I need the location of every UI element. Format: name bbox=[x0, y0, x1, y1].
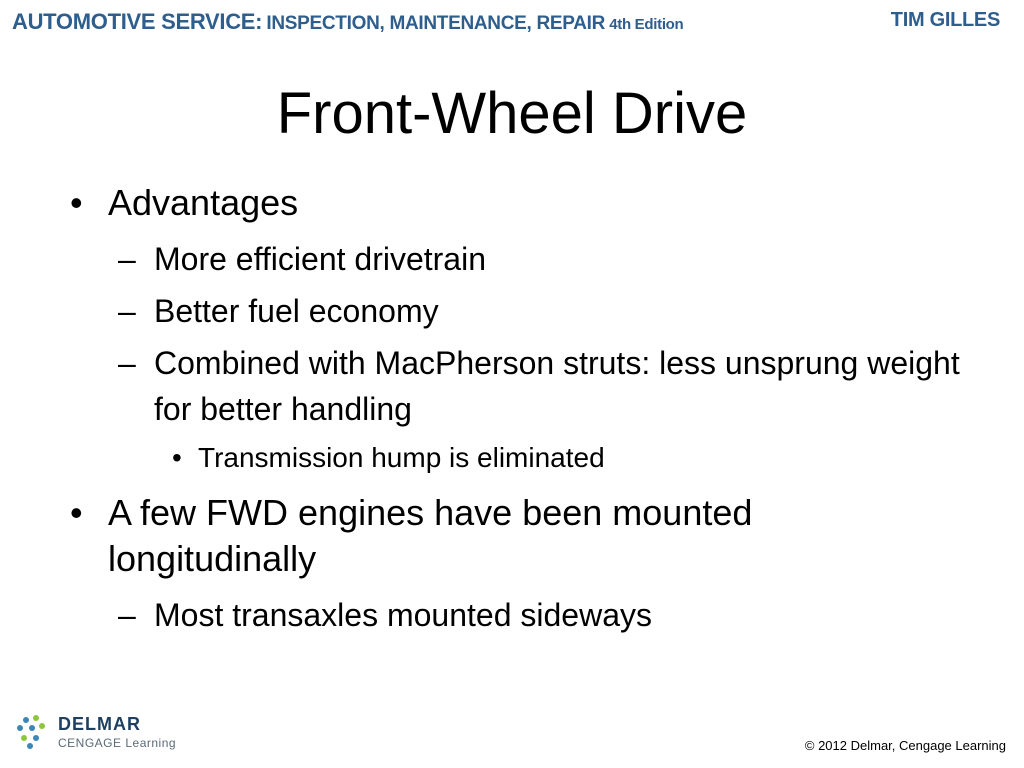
bullet-level2 bbox=[70, 340, 970, 432]
book-edition: 4th Edition bbox=[609, 16, 684, 33]
bullet-level1 bbox=[70, 180, 970, 226]
bullet-level1 bbox=[70, 490, 970, 582]
bullet-level2 bbox=[70, 236, 970, 282]
bullet-marker: • bbox=[70, 182, 83, 223]
book-title-main: AUTOMOTIVE SERVICE: bbox=[12, 9, 263, 34]
bullet-text: Most transaxles mounted sideways bbox=[154, 597, 652, 633]
bullet-marker: • bbox=[70, 492, 83, 533]
bullet-text: Better fuel economy bbox=[154, 293, 439, 329]
bullet-text: Transmission hump is eliminated bbox=[198, 442, 605, 473]
delmar-logo bbox=[14, 712, 214, 756]
copyright-notice: © 2012 Delmar, Cengage Learning bbox=[804, 738, 1006, 753]
slide-title: Front-Wheel Drive bbox=[276, 81, 748, 146]
bullet-text: A few FWD engines have been mounted longitudinally bbox=[108, 492, 753, 579]
bullet-marker: • bbox=[172, 442, 182, 473]
book-title bbox=[12, 9, 683, 35]
delmar-logo-icon bbox=[14, 714, 50, 750]
dash-marker: – bbox=[118, 293, 136, 329]
logo-brand-tagline: CENGAGE Learning bbox=[58, 736, 177, 750]
book-title-sub: INSPECTION, MAINTENANCE, REPAIR bbox=[266, 13, 606, 34]
dash-marker: – bbox=[118, 597, 136, 633]
bullet-level3 bbox=[70, 438, 970, 478]
bullet-text: Combined with MacPherson struts: less unsprung weight for better handling bbox=[154, 345, 960, 427]
bullet-text: Advantages bbox=[108, 182, 299, 223]
dash-marker: – bbox=[118, 345, 136, 381]
bullet-level2 bbox=[70, 592, 970, 638]
bullet-text: More efficient drivetrain bbox=[154, 241, 486, 277]
bullet-level2 bbox=[70, 288, 970, 334]
book-author: TIM GILLES bbox=[890, 9, 1000, 31]
header-bar bbox=[0, 0, 1024, 44]
logo-brand-name: DELMAR bbox=[58, 714, 141, 734]
dash-marker: – bbox=[118, 241, 136, 277]
slide-content bbox=[70, 180, 970, 644]
